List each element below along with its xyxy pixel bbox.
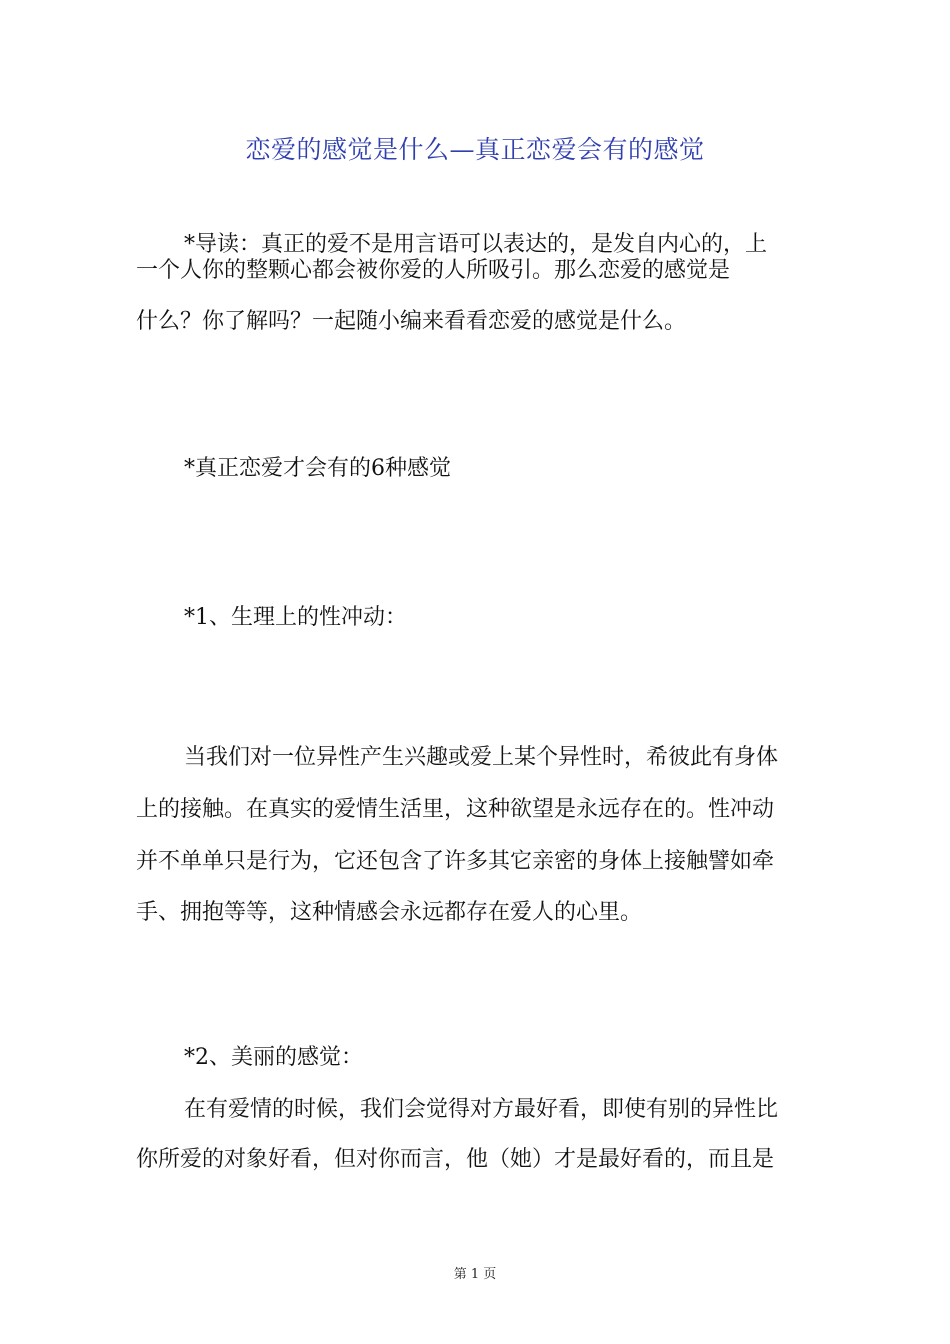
paragraph-2-line-2: 你所爱的对象好看，但对你而言，他（她）才是最好看的，而且是 xyxy=(136,1147,775,1172)
intro-line-1: *导读：真正的爱不是用言语可以表达的，是发自内心的，上 xyxy=(184,232,768,257)
intro-line-2: 一个人你的整颗心都会被你爱的人所吸引。那么恋爱的感觉是 xyxy=(136,258,731,283)
document-title: 恋爱的感觉是什么—真正恋爱会有的感觉 xyxy=(245,135,705,164)
section-heading: *真正恋爱才会有的6种感觉 xyxy=(184,456,451,481)
paragraph-1-line-4: 手、拥抱等等，这种情感会永远都存在爱人的心里。 xyxy=(136,900,643,925)
paragraph-1-line-1: 当我们对一位异性产生兴趣或爱上某个异性时，希彼此有身体 xyxy=(184,745,779,770)
page-footer: 第 1 页 xyxy=(453,1267,497,1282)
paragraph-1-line-3: 并不单单只是行为，它还包含了许多其它亲密的身体上接触譬如牵 xyxy=(136,849,775,874)
paragraph-2-line-1: 在有爱情的时候，我们会觉得对方最好看，即使有别的异性比 xyxy=(184,1097,779,1122)
intro-line-3: 什么？你了解吗？一起随小编来看看恋爱的感觉是什么。 xyxy=(136,309,687,334)
subheading-2: *2、美丽的感觉： xyxy=(184,1045,363,1070)
subheading-1: *1、生理上的性冲动： xyxy=(184,605,407,630)
paragraph-1-line-2: 上的接触。在真实的爱情生活里，这种欲望是永远存在的。性冲动 xyxy=(136,797,775,822)
